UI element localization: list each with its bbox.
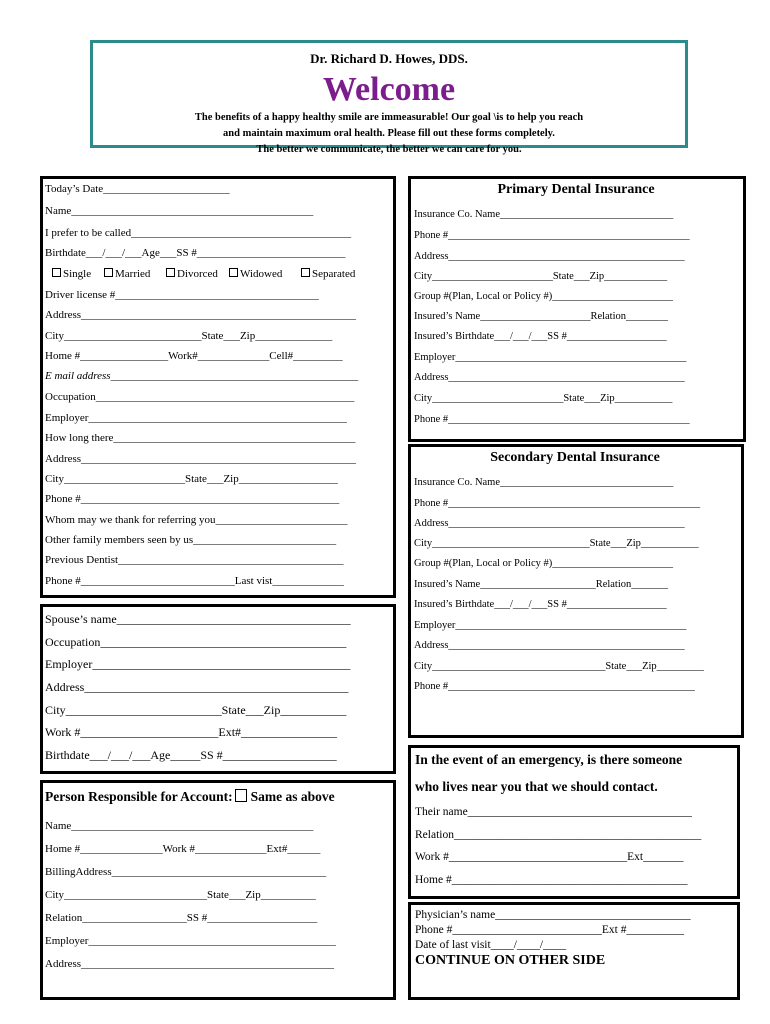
marital-single-checkbox[interactable] — [52, 267, 91, 281]
physician-name-field[interactable]: Physician’s name__________________________________ — [415, 909, 691, 921]
primary-insured-name-field[interactable]: Insured’s Name_____________________Relation________ — [414, 311, 669, 322]
checkbox-icon — [52, 268, 61, 277]
secondary-employer-field[interactable]: Employer____________________________________________ — [414, 620, 687, 631]
driver-license-field[interactable]: Driver license #_____________________________________ — [45, 289, 319, 301]
emergency-name-field[interactable]: Their name_______________________________________ — [415, 806, 692, 818]
emergency-work-field[interactable]: Work #_______________________________Ext_______ — [415, 851, 684, 863]
how-long-field[interactable]: How long there____________________________________________ — [45, 432, 356, 444]
city-field[interactable]: City_________________________State___Zip______________ — [45, 330, 333, 342]
marital-divorced-checkbox[interactable] — [166, 267, 218, 281]
primary-city-field[interactable]: City_______________________State___Zip____________ — [414, 271, 668, 282]
primary-insurance-title: Primary Dental Insurance — [497, 182, 655, 197]
checkbox-icon — [229, 268, 238, 277]
billing-address-field[interactable]: BillingAddress_______________________________________ — [45, 866, 327, 878]
prefer-name-field[interactable]: I prefer to be called________________________________________ — [45, 227, 352, 239]
responsible-name-field[interactable]: Name____________________________________________ — [45, 820, 314, 832]
emergency-heading-line-1: In the event of an emergency, is there someone — [415, 752, 683, 767]
secondary-company-field[interactable]: Insurance Co. Name_________________________________ — [414, 477, 674, 488]
continue-other-side: CONTINUE ON OTHER SIDE — [415, 953, 606, 968]
previous-dentist-field[interactable]: Previous Dentist_________________________________________ — [45, 554, 344, 566]
secondary-employer-address-field[interactable]: Address_____________________________________________ — [414, 640, 685, 651]
secondary-address-field[interactable]: Address_____________________________________________ — [414, 518, 685, 529]
primary-employer-city-field[interactable]: City_________________________State___Zip___________ — [414, 393, 673, 404]
marital-single-label: Single — [63, 268, 92, 280]
previous-dentist-phone-field[interactable]: Phone #____________________________Last vist_____________ — [45, 575, 344, 587]
emergency-home-field[interactable]: Home #_________________________________________ — [415, 874, 688, 886]
employer-phone-field[interactable]: Phone #_______________________________________________ — [45, 493, 340, 505]
intro-line-2: and maintain maximum oral health. Please fill out these forms completely. — [223, 128, 555, 139]
primary-address-field[interactable]: Address_____________________________________________ — [414, 251, 685, 262]
primary-employer-address-field[interactable]: Address_____________________________________________ — [414, 372, 685, 383]
responsible-title — [45, 789, 335, 805]
same-as-above-label: Same as above — [250, 789, 335, 804]
spouse-address-field[interactable]: Address____________________________________________ — [45, 680, 349, 694]
intro-line-3: The better we communicate, the better we can care for you. — [256, 144, 522, 155]
name-field[interactable]: Name____________________________________________ — [45, 205, 314, 217]
physician-phone-field[interactable]: Phone #__________________________Ext #__________ — [415, 924, 684, 936]
header-box — [90, 40, 688, 155]
secondary-insured-name-field[interactable]: Insured’s Name______________________Relation_______ — [414, 579, 669, 590]
same-as-above-checkbox[interactable] — [235, 789, 247, 802]
spouse-city-field[interactable]: City__________________________State___Zip___________ — [45, 703, 347, 717]
address-field[interactable]: Address__________________________________________________ — [45, 309, 357, 321]
primary-employer-phone-field[interactable]: Phone #______________________________________________ — [414, 414, 690, 425]
responsible-phones-field[interactable]: Home #_______________Work #_____________Ext#______ — [45, 843, 321, 855]
emergency-relation-field[interactable]: Relation___________________________________________ — [415, 829, 702, 841]
secondary-group-field[interactable]: Group #(Plan, Local or Policy #)_______________________ — [414, 558, 673, 569]
primary-employer-field[interactable]: Employer____________________________________________ — [414, 352, 687, 363]
marital-divorced-label: Divorced — [177, 268, 218, 280]
birthdate-field[interactable]: Birthdate___/___/___Age___SS #___________________________ — [45, 247, 346, 259]
intro-line-1: The benefits of a happy healthy smile are immeasurable! Our goal \is to help you reach — [194, 112, 584, 123]
primary-group-field[interactable]: Group #(Plan, Local or Policy #)_______________________ — [414, 291, 673, 302]
responsible-employer-field[interactable]: Employer_____________________________________________ — [45, 935, 336, 947]
welcome-title: Welcome — [322, 71, 456, 108]
marital-widowed-checkbox[interactable] — [229, 267, 282, 281]
checkbox-icon — [301, 268, 310, 277]
employer-city-field[interactable]: City______________________State___Zip__________________ — [45, 473, 338, 485]
doctor-name: Dr. Richard D. Howes, DDS. — [310, 51, 468, 66]
spouse-birthdate-field[interactable]: Birthdate___/___/___Age_____SS #___________________ — [45, 748, 337, 762]
todays-date-field[interactable]: Today’s Date_______________________ — [45, 183, 230, 195]
family-members-field[interactable]: Other family members seen by us__________________________ — [45, 534, 337, 546]
responsible-address-field[interactable]: Address______________________________________________ — [45, 958, 335, 970]
marital-separated-label: Separated — [312, 268, 356, 280]
secondary-insured-birthdate-field[interactable]: Insured’s Birthdate___/___/___SS #___________________ — [414, 599, 667, 610]
spouse-work-field[interactable]: Work #_______________________Ext#________________ — [45, 725, 338, 739]
phones-field[interactable]: Home #________________Work#_____________Cell#_________ — [45, 350, 343, 362]
responsible-title-label: Person Responsible for Account: — [45, 789, 233, 804]
primary-company-field[interactable]: Insurance Co. Name_________________________________ — [414, 209, 674, 220]
secondary-employer-phone-field[interactable]: Phone #_______________________________________________ — [414, 681, 695, 692]
secondary-employer-city-field[interactable]: City_________________________________State___Zip_________ — [414, 661, 704, 672]
responsible-city-field[interactable]: City__________________________State___Zip__________ — [45, 889, 316, 901]
checkbox-icon — [104, 268, 113, 277]
secondary-insurance-title: Secondary Dental Insurance — [490, 450, 660, 465]
email-field[interactable]: E mail address_____________________________________________ — [45, 370, 359, 382]
primary-insured-birthdate-field[interactable]: Insured’s Birthdate___/___/___SS #___________________ — [414, 331, 667, 342]
employer-address-field[interactable]: Address__________________________________________________ — [45, 453, 357, 465]
responsible-relation-field[interactable]: Relation___________________SS #____________________ — [45, 912, 318, 924]
marital-married-label: Married — [115, 268, 151, 280]
spouse-occupation-field[interactable]: Occupation_________________________________________ — [45, 635, 347, 649]
employer-field[interactable]: Employer_______________________________________________ — [45, 412, 347, 424]
checkbox-icon — [166, 268, 175, 277]
secondary-phone-field[interactable]: Phone #________________________________________________ — [414, 498, 701, 509]
secondary-city-field[interactable]: City______________________________State___Zip___________ — [414, 538, 699, 549]
marital-separated-checkbox[interactable] — [301, 267, 355, 281]
marital-widowed-label: Widowed — [240, 268, 283, 280]
physician-last-visit-field[interactable]: Date of last visit____/____/____ — [415, 939, 567, 951]
primary-phone-field[interactable]: Phone #______________________________________________ — [414, 230, 690, 241]
marital-married-checkbox[interactable] — [104, 267, 150, 281]
referral-field[interactable]: Whom may we thank for referring you________________________ — [45, 514, 348, 526]
emergency-heading-line-2: who lives near you that we should contact. — [415, 779, 658, 794]
spouse-employer-field[interactable]: Employer___________________________________________ — [45, 657, 351, 671]
occupation-field[interactable]: Occupation_______________________________________________ — [45, 391, 355, 403]
spouse-name-field[interactable]: Spouse’s name_______________________________________ — [45, 612, 351, 626]
